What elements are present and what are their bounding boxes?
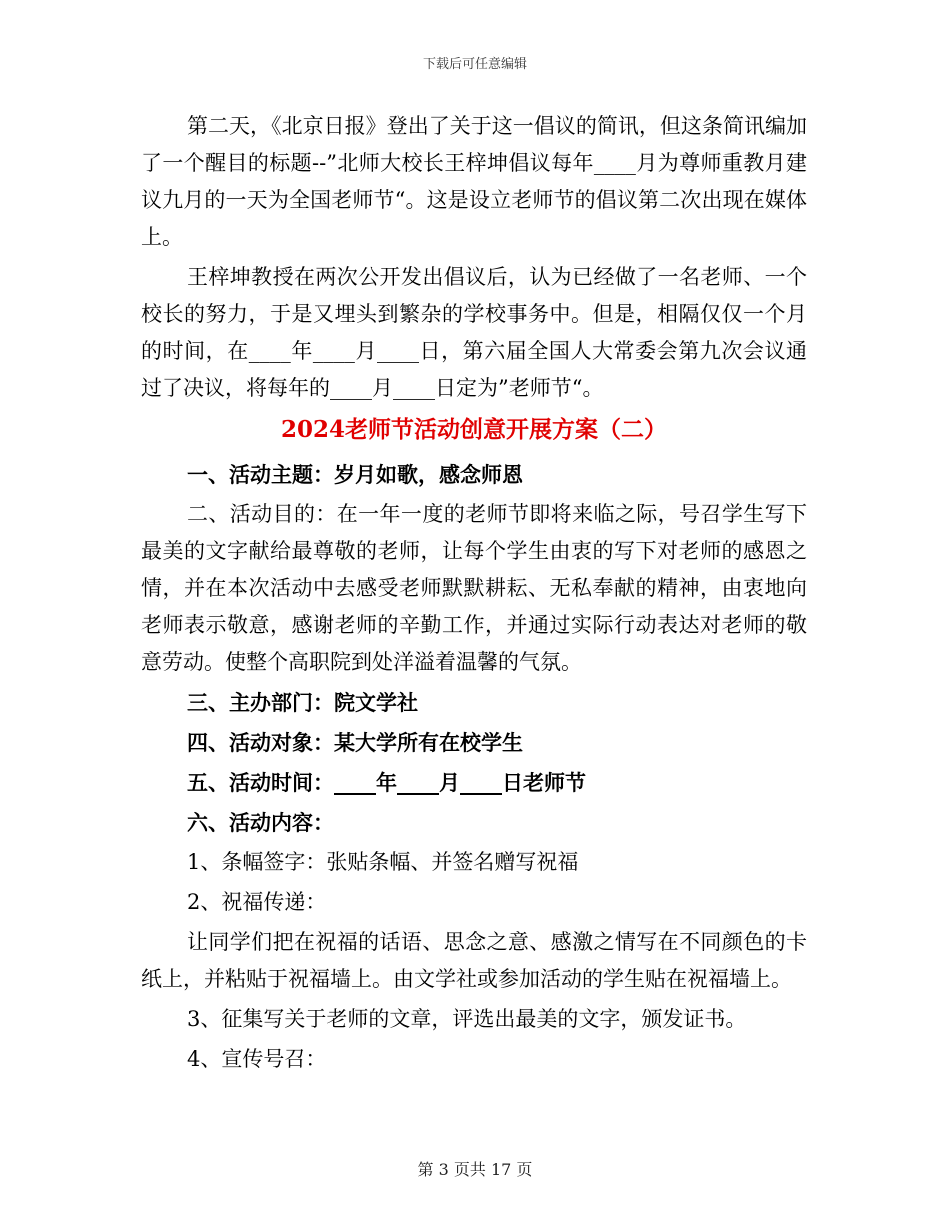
item-audience: 四、活动对象：某大学所有在校学生	[187, 730, 523, 755]
item-purpose: 二、活动目的：在一年一度的老师节即将来临之际，号召学生写下最美的文字献给最尊敬的老师，让每个学生由衷的写下对老师的感恩之情，并在本次活动中去感受老师默默耕耘、无私奉献的精神，由衷地向老师表示敬意，感谢老师的辛勤工作，并通过实际行动表达对老师的敬意劳动。使整个高职院到处洋溢着温馨的气氛。	[141, 502, 807, 674]
page-footer: 第 3 页共 17 页	[417, 1160, 533, 1179]
item-blessing-detail: 让同学们把在祝福的话语、思念之意、感激之情写在不同颜色的卡纸上，并粘贴于祝福墙上。由文学社或参加活动的学生贴在祝福墙上。	[141, 930, 807, 991]
paragraph-resolution: 王梓坤教授在两次公开发出倡议后，认为已经做了一名老师、一个校长的努力，于是又埋头到繁杂的学校事务中。但是，相隔仅仅一个月的时间，在____年____月____日，第六届全国人大常委会第九次会议通过了决议，将每年的____月____日定为”老师节“。	[141, 265, 807, 400]
item-blessing-heading: 2、祝福传递：	[187, 890, 327, 914]
item-essay-collection: 3、征集写关于老师的文章，评选出最美的文字，颁发证书。	[187, 1007, 747, 1031]
item-content-heading: 六、活动内容：	[187, 810, 334, 835]
item-time: 五、活动时间：____年____月____日老师节	[187, 770, 586, 795]
paragraph-news-report: 第二天，《北京日报》登出了关于这一倡议的简讯，但这条简讯编加了一个醒目的标题--”北师大校长王梓坤倡议每年____月为尊师重教月建议九月的一天为全国老师节“。这是设立老师节的倡议第二次出现在媒体上。	[141, 114, 807, 249]
item-theme: 一、活动主题：岁月如歌，感念师恩	[187, 462, 523, 487]
document-body	[141, 108, 807, 1081]
item-publicity: 4、宣传号召：	[187, 1047, 327, 1071]
item-organizer: 三、主办部门：院文学社	[187, 690, 418, 715]
item-banner-signing: 1、条幅签字：张贴条幅、并签名赠写祝福	[187, 850, 579, 874]
section-title: 2024老师节活动创意开展方案（二）	[280, 416, 667, 443]
page-header: 下载后可任意编辑	[422, 57, 527, 72]
